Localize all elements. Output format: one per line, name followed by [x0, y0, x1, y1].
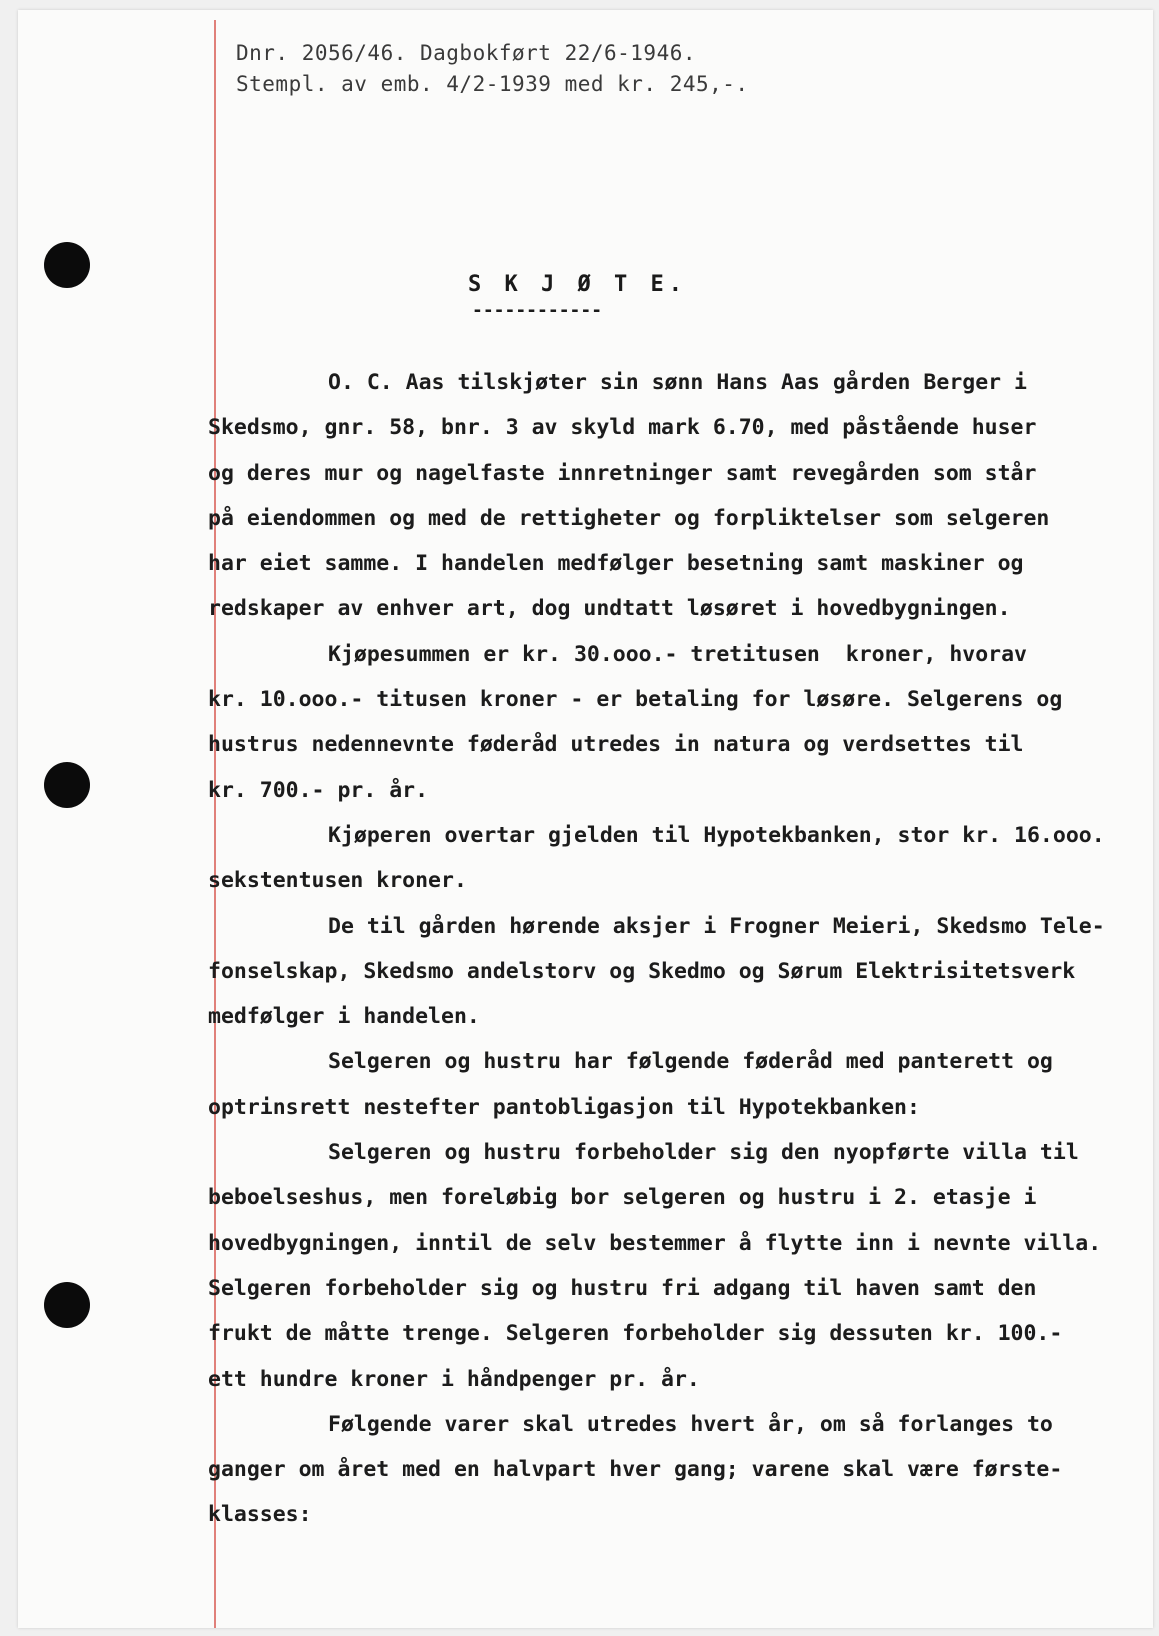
body-line-9: hustrus nedennevnte føderåd utredes in natura og verdsettes til — [208, 732, 1024, 758]
body-line-15: medfølger i handelen. — [208, 1004, 480, 1030]
body-line-4: på eiendommen og med de rettigheter og forpliktelser som selgeren — [208, 505, 1050, 531]
body-line-12: sekstentusen kroner. — [208, 868, 467, 894]
header-line-2: Stempl. av emb. 4/2-1939 med kr. 245,-. — [236, 72, 749, 96]
body-line-22: frukt de måtte trenge. Selgeren forbeholder sig dessuten kr. 100.- — [208, 1321, 1063, 1347]
document-title: S K J Ø T E. — [468, 272, 687, 297]
body-line-19: beboelseshus, men foreløbig bor selgeren og hustru i 2. etasje i — [208, 1185, 1037, 1211]
body-line-26: klasses: — [208, 1502, 312, 1528]
body-line-11: Kjøperen overtar gjelden til Hypotekbanken, stor kr. 16.ooo. — [328, 822, 1105, 848]
punch-hole-bottom — [44, 1282, 90, 1328]
body-line-13: De til gården hørende aksjer i Frogner Meieri, Skedsmo Tele- — [328, 913, 1105, 939]
body-line-24: Følgende varer skal utredes hvert år, om så forlanges to — [328, 1411, 1053, 1437]
body-line-16: Selgeren og hustru har følgende føderåd med panterett og — [328, 1049, 1053, 1075]
body-line-10: kr. 700.- pr. år. — [208, 777, 429, 803]
document-page — [18, 10, 1153, 1628]
title-underline: ------------ — [472, 300, 603, 321]
body-line-7: Kjøpesummen er kr. 30.ooo.- tretitusen kroner, hvorav — [328, 641, 1027, 667]
punch-hole-middle — [44, 762, 90, 808]
body-line-2: Skedsmo, gnr. 58, bnr. 3 av skyld mark 6.70, med påstående huser — [208, 415, 1037, 441]
body-line-6: redskaper av enhver art, dog undtatt løsøret i hovedbygningen. — [208, 596, 1011, 622]
deed-body — [208, 360, 1138, 1538]
body-line-20: hovedbygningen, inntil de selv bestemmer å flytte inn i nevnte villa. — [208, 1230, 1102, 1256]
body-line-5: har eiet samme. I handelen medfølger besetning samt maskiner og — [208, 551, 1024, 577]
header-line-1: Dnr. 2056/46. Dagbokført 22/6-1946. — [236, 41, 697, 65]
body-line-8: kr. 10.ooo.- titusen kroner - er betaling for løsøre. Selgerens og — [208, 687, 1063, 713]
body-line-3: og deres mur og nagelfaste innretninger samt revegården som står — [208, 460, 1037, 486]
body-line-23: ett hundre kroner i håndpenger pr. år. — [208, 1366, 700, 1392]
body-line-14: fonselskap, Skedsmo andelstorv og Skedmo og Sørum Elektrisitetsverk — [208, 958, 1076, 984]
body-line-21: Selgeren forbeholder sig og hustru fri adgang til haven samt den — [208, 1275, 1037, 1301]
body-line-25: ganger om året med en halvpart hver gang; varene skal være første- — [208, 1457, 1063, 1483]
punch-hole-top — [44, 242, 90, 288]
registration-header — [236, 38, 749, 100]
body-line-18: Selgeren og hustru forbeholder sig den nyopførte villa til — [328, 1140, 1079, 1166]
body-line-17: optrinsrett nestefter pantobligasjon til Hypotekbanken: — [208, 1094, 920, 1120]
body-line-1: O. C. Aas tilskjøter sin sønn Hans Aas gården Berger i — [328, 370, 1027, 395]
